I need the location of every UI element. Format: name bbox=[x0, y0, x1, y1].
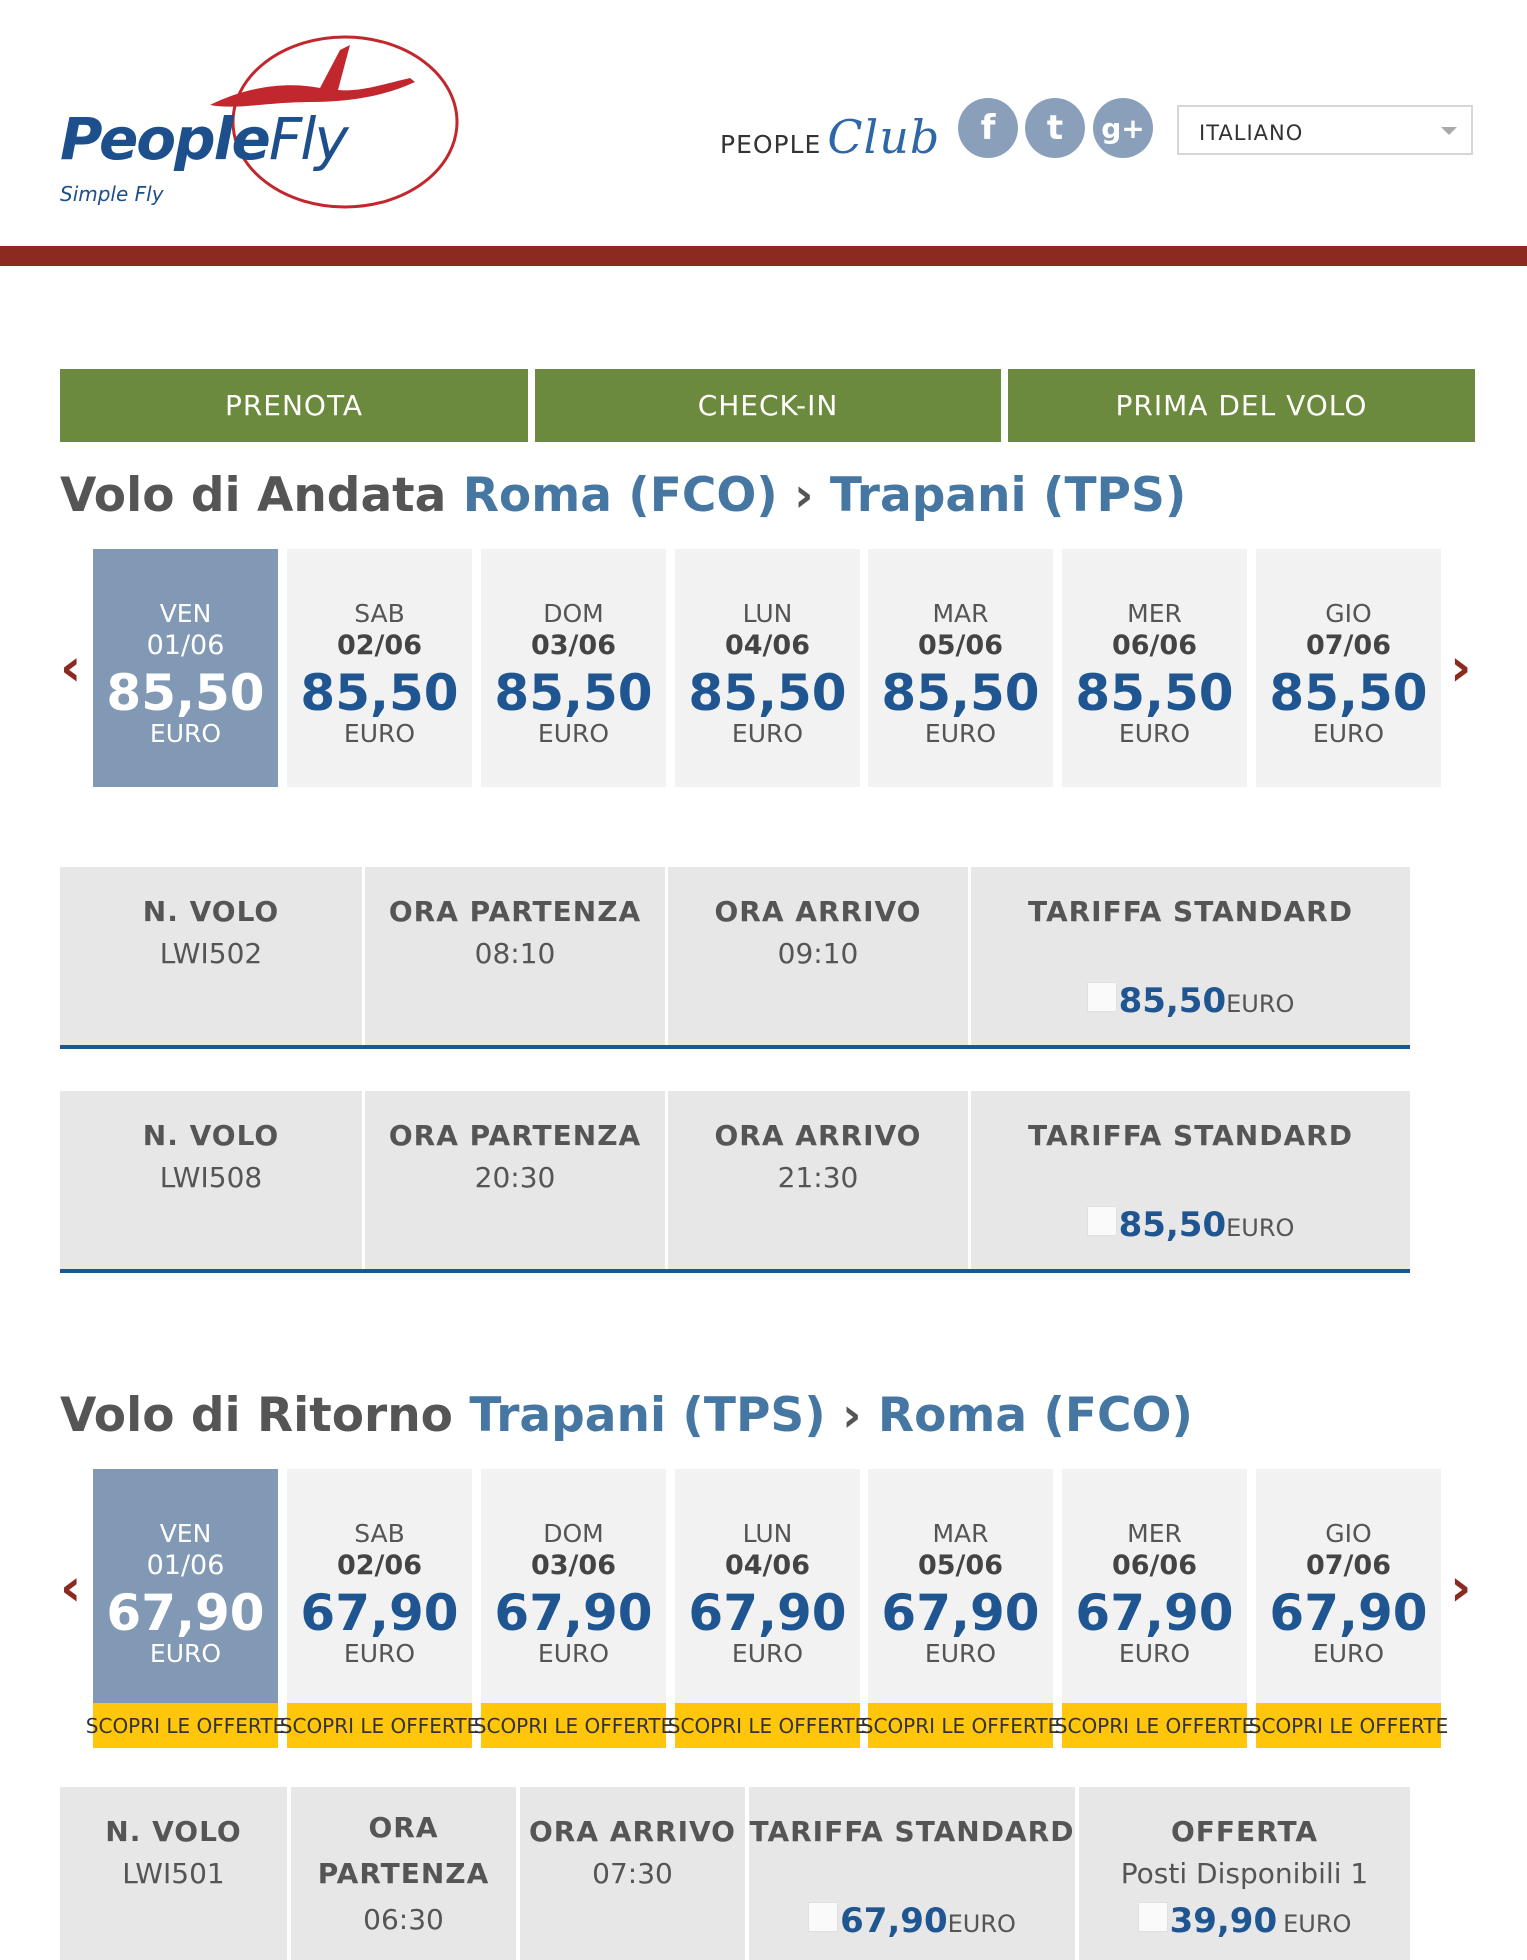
standard-fare-cell[interactable]: TARIFFA STANDARD 85,50 EURO bbox=[971, 1091, 1410, 1269]
fare-select-checkbox[interactable] bbox=[1087, 982, 1117, 1012]
offers-link[interactable]: SCOPRI LE OFFERTE bbox=[675, 1703, 860, 1748]
outbound-date-card[interactable]: MER 06/06 85,50 EURO bbox=[1062, 549, 1247, 787]
logo[interactable] bbox=[60, 30, 410, 220]
return-date-card[interactable]: LUN 04/06 67,90 EURO bbox=[675, 1469, 860, 1707]
seats-available: Posti Disponibili 1 bbox=[1120, 1857, 1369, 1890]
departure-cell: ORA PARTENZA 08:10 bbox=[365, 867, 665, 1045]
nav-prenota[interactable]: PRENOTA bbox=[60, 369, 528, 442]
standard-fare-cell[interactable]: TARIFFA STANDARD 85,50 EURO bbox=[971, 867, 1410, 1045]
outbound-date-card[interactable]: LUN 04/06 85,50 EURO bbox=[675, 549, 860, 787]
offer-fare-cell[interactable]: OFFERTA Posti Disponibili 1 39,90 EURO bbox=[1079, 1787, 1410, 1960]
outbound-origin: Roma (FCO) bbox=[462, 468, 778, 523]
return-date-card[interactable]: MER 06/06 67,90 EURO bbox=[1062, 1469, 1247, 1707]
return-date-card[interactable]: DOM 03/06 67,90 EURO bbox=[481, 1469, 666, 1707]
outbound-date-card[interactable]: VEN 01/06 85,50 EURO bbox=[93, 549, 278, 787]
offers-link[interactable]: SCOPRI LE OFFERTE bbox=[93, 1703, 278, 1748]
people-club-link[interactable] bbox=[720, 110, 940, 164]
departure-cell: ORA PARTENZA 06:30 bbox=[291, 1787, 516, 1960]
flight-number-cell: N. VOLO LWI508 bbox=[60, 1091, 362, 1269]
twitter-icon[interactable]: t bbox=[1025, 98, 1085, 158]
nav-prima-del-volo[interactable]: PRIMA DEL VOLO bbox=[1008, 369, 1475, 442]
fare-price: 85,50 bbox=[1118, 1205, 1227, 1245]
fare-select-checkbox[interactable] bbox=[1087, 1206, 1117, 1236]
logo-wordmark: PeopleFly bbox=[60, 105, 347, 173]
logo-tagline: Simple Fly bbox=[60, 182, 164, 206]
fare-price: 67,90 bbox=[840, 1901, 948, 1941]
offers-link[interactable]: SCOPRI LE OFFERTE bbox=[868, 1703, 1053, 1748]
offers-link[interactable]: SCOPRI LE OFFERTE bbox=[1256, 1703, 1441, 1748]
return-title: Volo di Ritorno Trapani (TPS) › Roma (FCO) bbox=[60, 1388, 1193, 1443]
outbound-date-card[interactable]: MAR 05/06 85,50 EURO bbox=[868, 549, 1053, 787]
language-select[interactable] bbox=[1177, 105, 1473, 155]
return-date-card[interactable]: SAB 02/06 67,90 EURO bbox=[287, 1469, 472, 1707]
flight-number-cell: N. VOLO LWI502 bbox=[60, 867, 362, 1045]
outbound-date-card[interactable]: SAB 02/06 85,50 EURO bbox=[287, 549, 472, 787]
arrival-cell: ORA ARRIVO 07:30 bbox=[520, 1787, 745, 1960]
return-next-arrow-icon[interactable]: › bbox=[1450, 1558, 1472, 1618]
facebook-icon[interactable]: f bbox=[958, 98, 1018, 158]
google-plus-icon[interactable]: g+ bbox=[1093, 98, 1153, 158]
offers-link[interactable]: SCOPRI LE OFFERTE bbox=[287, 1703, 472, 1748]
outbound-date-card[interactable]: GIO 07/06 85,50 EURO bbox=[1256, 549, 1441, 787]
nav-check-in[interactable]: CHECK-IN bbox=[535, 369, 1001, 442]
outbound-date-card[interactable]: DOM 03/06 85,50 EURO bbox=[481, 549, 666, 787]
offer-select-checkbox[interactable] bbox=[1138, 1902, 1168, 1932]
offers-link[interactable]: SCOPRI LE OFFERTE bbox=[481, 1703, 666, 1748]
outbound-destination: Trapani (TPS) bbox=[829, 468, 1187, 523]
return-prev-arrow-icon[interactable]: ‹ bbox=[60, 1558, 82, 1618]
outbound-prev-arrow-icon[interactable]: ‹ bbox=[60, 638, 82, 698]
header-divider bbox=[0, 246, 1527, 266]
return-destination: Roma (FCO) bbox=[877, 1388, 1193, 1443]
flight-number-cell: N. VOLO LWI501 bbox=[60, 1787, 287, 1960]
language-value: ITALIANO bbox=[1199, 121, 1304, 145]
return-date-card[interactable]: MAR 05/06 67,90 EURO bbox=[868, 1469, 1053, 1707]
departure-cell: ORA PARTENZA 20:30 bbox=[365, 1091, 665, 1269]
outbound-next-arrow-icon[interactable]: › bbox=[1450, 638, 1472, 698]
chevron-down-icon bbox=[1441, 127, 1457, 135]
fare-price: 85,50 bbox=[1118, 981, 1227, 1021]
offers-link[interactable]: SCOPRI LE OFFERTE bbox=[1062, 1703, 1247, 1748]
standard-fare-cell[interactable]: TARIFFA STANDARD 67,90 EURO bbox=[749, 1787, 1075, 1960]
return-origin: Trapani (TPS) bbox=[469, 1388, 826, 1443]
people-club-suffix: Club bbox=[827, 110, 941, 164]
people-club-prefix: PEOPLE bbox=[720, 130, 822, 159]
arrival-cell: ORA ARRIVO 21:30 bbox=[668, 1091, 968, 1269]
return-date-card[interactable]: VEN 01/06 67,90 EURO bbox=[93, 1469, 278, 1707]
offer-price: 39,90 bbox=[1169, 1901, 1278, 1941]
fare-select-checkbox[interactable] bbox=[808, 1902, 838, 1932]
flight-row bbox=[60, 867, 1410, 1049]
arrival-cell: ORA ARRIVO 09:10 bbox=[668, 867, 968, 1045]
return-date-card[interactable]: GIO 07/06 67,90 EURO bbox=[1256, 1469, 1441, 1707]
flight-row bbox=[60, 1787, 1410, 1960]
outbound-title: Volo di Andata Roma (FCO) › Trapani (TPS) bbox=[60, 468, 1187, 523]
flight-row bbox=[60, 1091, 1410, 1273]
